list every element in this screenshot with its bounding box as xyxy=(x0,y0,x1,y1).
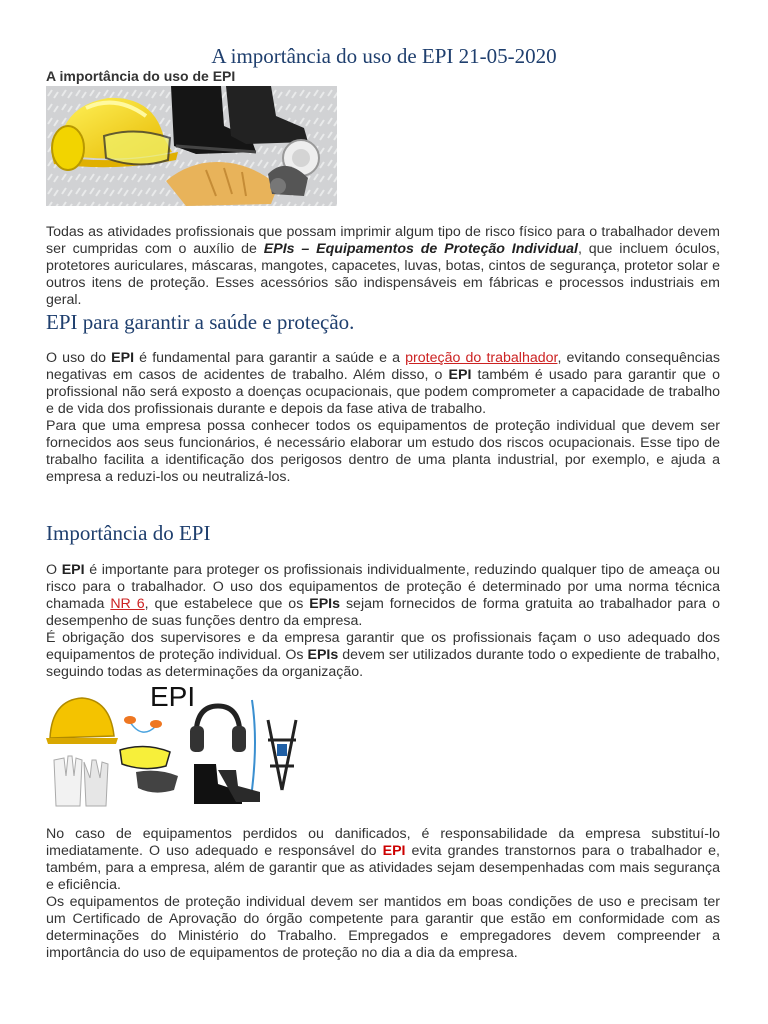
epi-collage-image xyxy=(46,680,306,810)
section-health-text: O uso do EPI é fundamental para garantir a saúde e a proteção do trabalhador, evitando consequências negativas em casos de acidentes de trabalho. Além disso, o EPI também é usado para garantir que o profissional não será exposto a doenças ocupacionais, que podem comprometer a capacidade de trabalho e de vida dos profissionais durante e depois da fase ativa de trabalho. Para que uma empresa possa conhecer todos os equipamentos de proteção individual que devem ser fornecidos aos seus funcionários, é necessário elaborar um estudo dos riscos ocupacionais. Esse tipo de trabalho facilita a identificação dos perigosos dentro de uma planta industrial, por exemplo, e ajuda a empresa a reduzi-los ou neutralizá-los. xyxy=(46,350,721,485)
section-heading-importance: Importância do EPI xyxy=(46,521,211,545)
nr6-link[interactable]: NR 6 xyxy=(110,596,145,612)
section-heading-health: EPI para garantir a saúde e proteção. xyxy=(46,310,355,334)
section-maintenance-text: No caso de equipamentos perdidos ou danificados, é responsabilidade da empresa substituí-lo imediatamente. O uso adequado e responsável do EPI evita grandes transtornos para o trabalhador e, também, para a empresa, além de garantir que as atividades sejam desempenhadas com mais segurança e eficiência. Os equipamentos de proteção individual devem ser mantidos em boas condições de uso e precisam ter um Certificado de Aprovação do órgão competente para garantir que estão em conformidade com as determinações do Ministério do Trabalho. Empregados e empregadores devem compreender a importância do uso de equipamentos de proteção no dia a dia da empresa. xyxy=(46,826,720,961)
section-importance-text: O EPI é importante para proteger os profissionais individualmente, reduzindo qualquer tipo de ameaça ou risco para o trabalhador. O uso dos equipamentos de proteção é determinado por uma norma técnica chamada NR 6, que estabelece que os EPIs sejam fornecidos de forma gratuita ao trabalhador para o desempenho de suas funções dentro da empresa. É obrigação dos supervisores e da empresa garantir que os profissionais façam o uso adequado dos equipamentos de proteção individual. Os EPIs devem ser utilizados durante todo o expediente de trabalho, seguindo todas as determinações da organização. xyxy=(46,562,720,680)
article-subtitle: A importância do uso de EPI xyxy=(46,68,236,84)
epi-definition-emphasis: EPIs – Equipamentos de Proteção Individual xyxy=(263,241,578,257)
intro-paragraph: Todas as atividades profissionais que possam imprimir algum tipo de risco físico para o trabalhador devem ser cumpridas com o auxílio de EPIs – Equipamentos de Proteção Individual, que incluem óculos, protetores auriculares, máscaras, mangotes, capacetes, luvas, botas, cintos de segurança, protetor solar e outros itens de proteção. Esses acessórios são indispensáveis em fábricas e processos industriais em geral. xyxy=(46,224,720,308)
worker-protection-link[interactable]: proteção do trabalhador xyxy=(405,350,558,366)
page-title: A importância do uso de EPI 21-05-2020 xyxy=(211,44,557,68)
ppe-equipment-photo xyxy=(46,86,337,206)
epi-collage-label: EPI xyxy=(150,681,196,712)
